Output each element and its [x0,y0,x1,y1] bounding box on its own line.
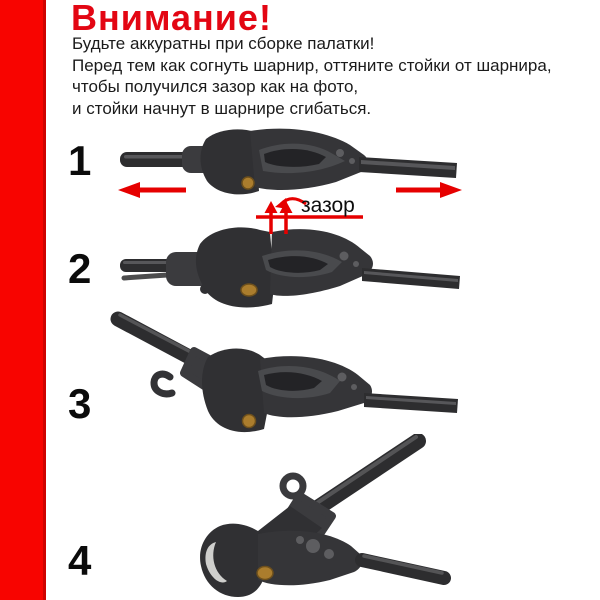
instruction-text-block [72,33,592,120]
brass-rivet [241,284,257,296]
tent-pole-right [362,268,460,289]
instruction-line-2: Перед тем как согнуть шарнир, оттяните стойки от шарнира, [72,55,552,75]
hinge-body [202,349,372,433]
page-title: Внимание! [71,0,272,38]
instruction-line-3: чтобы получился зазор как на фото, [72,77,359,97]
instruction-line-4: и стойки начнут в шарнире сгибаться. [72,99,372,119]
tent-pole-right [364,393,458,413]
gap-label: зазор [301,194,355,217]
step-1-number: 1 [68,137,92,184]
step-1-photo [112,128,464,204]
left-accent-bar [0,0,46,600]
step-2-number: 2 [68,245,92,292]
tent-pole-right [359,157,457,178]
brass-rivet [243,415,256,428]
step-4-number: 4 [68,537,92,584]
instruction-line-1: Будьте аккуратны при сборке палатки! [72,34,375,53]
hinge-body [200,506,362,597]
step-4-photo [150,434,464,600]
brass-rivet [242,177,254,189]
pull-right-arrow-icon [396,182,462,198]
hinge-body [201,129,369,195]
pull-left-arrow-icon [118,182,186,198]
hinge-clip-hook [154,374,172,394]
step-3-photo [108,311,464,447]
brass-rivet [257,567,273,580]
step-3-number: 3 [68,380,92,427]
tent-pole-right [362,556,444,578]
